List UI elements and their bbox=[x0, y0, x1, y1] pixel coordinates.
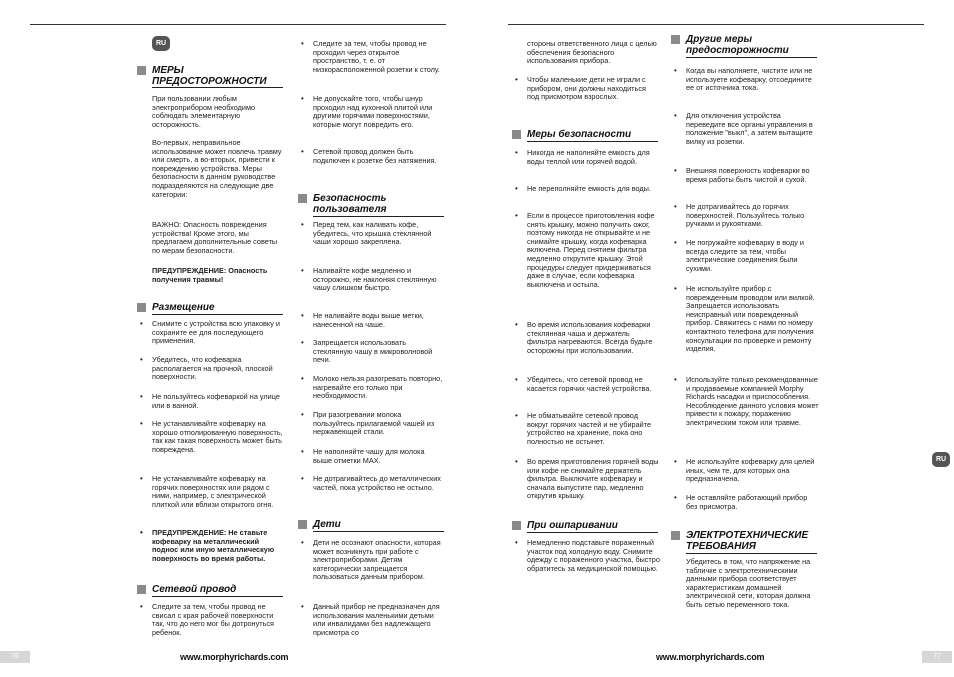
language-badge-side: RU bbox=[932, 452, 950, 467]
section-heading-other-precautions: Другие меры предосторожности bbox=[686, 34, 789, 56]
list-item: • Сетевой провод должен быть подключен к розетке без натяжения. bbox=[301, 147, 437, 165]
top-rule-right bbox=[508, 24, 924, 25]
list-item: • Не оставляйте работающий прибор без присмотра. bbox=[674, 493, 808, 511]
list-item: • При разогревании молока пользуйтесь прилагаемой чашей из нержавеющей стали. bbox=[301, 410, 435, 437]
list-item: • Когда вы наполняете, чистите или не используете кофеварку, отсоедините ее от источника тока. bbox=[674, 66, 813, 93]
list-item: • Внешняя поверхность кофеварки во время работы быть чистой и сухой. bbox=[674, 166, 810, 184]
list-item: • Чтобы маленькие дети не играли с прибором, они должны находиться под присмотром взрослых. bbox=[515, 75, 646, 102]
list-item: • Немедленно подставьте пораженный участок под холодную воду. Снимите одежду с пораженного участка, быстро обратитесь за медицинской помощью. bbox=[515, 538, 660, 573]
section-heading-scalding: При ошпаривании bbox=[527, 520, 618, 531]
list-item: • Не дотрагивайтесь до металлических частей, пока устройство не остыло. bbox=[301, 474, 441, 492]
list-item: • Если в процессе приготовления кофе снять крышку, можно получить ожог, поэтому никогда не открывайте и не снимайте крышку, когда кофеварка включена. Перед снятием фильтра медленно открутите крышку. Этой процедуры следует придерживаться даже в случае, если кофеварка выключена и остыла. bbox=[515, 211, 655, 289]
list-item: • Не обматывайте сетевой провод вокруг горячих частей и не убирайте устройство на хранение, пока оно полностью не остынет. bbox=[515, 411, 652, 446]
section-heading-electrical: ЭЛЕКТРОТЕХНИЧЕСКИЕ ТРЕБОВАНИЯ bbox=[686, 530, 808, 552]
list-item: • Не устанавливайте кофеварку на хорошо отполированную поверхность, так как такая поверхность может быть повреждена. bbox=[140, 419, 283, 454]
list-item: • Не используйте прибор с поврежденным проводом или вилкой. Запрещается использовать неисправный или поврежденный прибор. Свяжитесь с нами по номеру контактного телефона для получения консультации по проверке и ремонту изделия. bbox=[674, 284, 815, 354]
page-number-left: 76 bbox=[0, 651, 30, 663]
warning-note: ПРЕДУПРЕЖДЕНИЕ: Опасность получения травмы! bbox=[152, 266, 268, 284]
website-url-right: www.morphyrichards.com bbox=[656, 652, 765, 662]
list-item: • Снимите с устройства всю упаковку и сохраните ее для последующего применения. bbox=[140, 319, 280, 346]
list-item: • Не дотрагивайтесь до горячих поверхностей. Пользуйтесь только ручками и рукоятками. bbox=[674, 202, 805, 229]
list-item: • Не наполняйте чашу для молока выше отметки MAX. bbox=[301, 447, 425, 465]
list-item: • Данный прибор не предназначен для использования маленькими детьми или инвалидами без надлежащего присмотра со bbox=[301, 602, 440, 637]
top-rule-left bbox=[30, 24, 446, 25]
list-item: • Наливайте кофе медленно и осторожно, не наклоняя стеклянную чашу слишком быстро. bbox=[301, 266, 437, 293]
list-item: • Во время приготовления горячей воды или кофе не снимайте держатель фильтра. Выключите кофеварку и сначала выпустите пар, медленно открутив крышку. bbox=[515, 457, 659, 501]
list-item: • Запрещается использовать стеклянную чашу в микроволновой печи. bbox=[301, 338, 433, 365]
continued-paragraph: стороны ответственного лица с целью обеспечения безопасного использования прибора. bbox=[527, 39, 657, 66]
section-heading-cord: Сетевой провод bbox=[152, 584, 236, 595]
electrical-paragraph: Убедитесь в том, что напряжение на табличке с электротехническими данными прибора соответствует характеристикам домашней электрической сети, которая должна быть сетью переменного тока. bbox=[686, 557, 811, 609]
list-item: • Убедитесь, что сетевой провод не касается горячих частей устройства. bbox=[515, 375, 652, 393]
heading-marker bbox=[137, 66, 146, 75]
list-item: • Никогда не наполняйте емкость для воды теплой или горячей водой. bbox=[515, 148, 650, 166]
language-badge: RU bbox=[152, 36, 170, 51]
list-item: • Не погружайте кофеварку в воду и всегда следите за тем, чтобы электрические соединения были сухими. bbox=[674, 238, 804, 273]
list-item: • Следите за тем, чтобы провод не проходил через открытое пространство, т. е. от низкорасположенной розетки к столу. bbox=[301, 39, 440, 74]
list-item: • Молоко нельзя разогревать повторно, нагревайте его только при необходимости. bbox=[301, 374, 443, 401]
list-item: • Не наливайте воды выше метки, нанесенной на чаше. bbox=[301, 311, 424, 329]
list-item: • Перед тем, как наливать кофе, убедитесь, что крышка стеклянной чаши хорошо закреплена. bbox=[301, 220, 432, 247]
risk-paragraph: Во-первых, неправильное использование может повлечь травму или смерть, а во-вторых, привести к повреждению устройства. Меры безопасности в данном руководстве подразделяются на следующие две категории: bbox=[152, 138, 282, 199]
section-heading-safety-measures: Меры безопасности bbox=[527, 129, 631, 140]
list-item: • Не допускайте того, чтобы шнур проходил над кухонной плитой или другими горячими поверхностями, которые могут повредить его. bbox=[301, 94, 433, 129]
section-heading-children: Дети bbox=[313, 519, 341, 530]
list-item: • Во время использования кофеварки стеклянная чаша и держатель фильтра нагреваются. Всегда будьте осторожны при использовании. bbox=[515, 320, 653, 355]
section-heading-user-safety: Безопасность пользователя bbox=[313, 193, 387, 215]
section-heading-precautions: МЕРЫ ПРЕДОСТОРОЖНОСТИ bbox=[152, 65, 267, 87]
list-item: • Не пользуйтесь кофеваркой на улице или в ванной. bbox=[140, 392, 280, 410]
important-note: ВАЖНО: Опасность повреждения устройства! Кроме этого, мы предлагаем дополнительные советы по мерам безопасности. bbox=[152, 220, 278, 255]
list-item: • Для отключения устройства переведите все органы управления в положение "выкл", а затем вытащите вилку из розетки. bbox=[674, 111, 813, 146]
list-item: • Дети не осознают опасности, которая может возникнуть при работе с электроприборами. Детям категорически запрещается пользоваться данным прибором. bbox=[301, 538, 441, 582]
list-item: • Не устанавливайте кофеварку на горячих поверхностях или рядом с ними, например, с электрической плиткой или вблизи открытого огня. bbox=[140, 474, 274, 509]
list-item: • Не используйте кофеварку для целей иных, чем те, для которых она предназначена. bbox=[674, 457, 815, 484]
section-heading-placement: Размещение bbox=[152, 302, 215, 313]
website-url-left: www.morphyrichards.com bbox=[180, 652, 289, 662]
list-item: • Используйте только рекомендованные и продаваемые компанией Morphy Richards насадки и приспособления. Несоблюдение данного условия может привести к пожару, поражению электрическим током или травме. bbox=[674, 375, 819, 427]
page-number-right: 77 bbox=[922, 651, 952, 663]
list-item: • ПРЕДУПРЕЖДЕНИЕ: Не ставьте кофеварку на металлический поднос или иную металлическую поверхность во время работы. bbox=[140, 528, 275, 563]
list-item: • Следите за тем, чтобы провод не свисал с края рабочей поверхности так, что до него мог бы дотронуться ребенок. bbox=[140, 602, 274, 637]
list-item: • Не переполняйте емкость для воды. bbox=[515, 184, 651, 193]
list-item: • Убедитесь, что кофеварка располагается на прочной, плоской поверхности. bbox=[140, 355, 273, 382]
intro-paragraph: При пользовании любым электроприбором необходимо соблюдать элементарную осторожность. bbox=[152, 94, 256, 129]
